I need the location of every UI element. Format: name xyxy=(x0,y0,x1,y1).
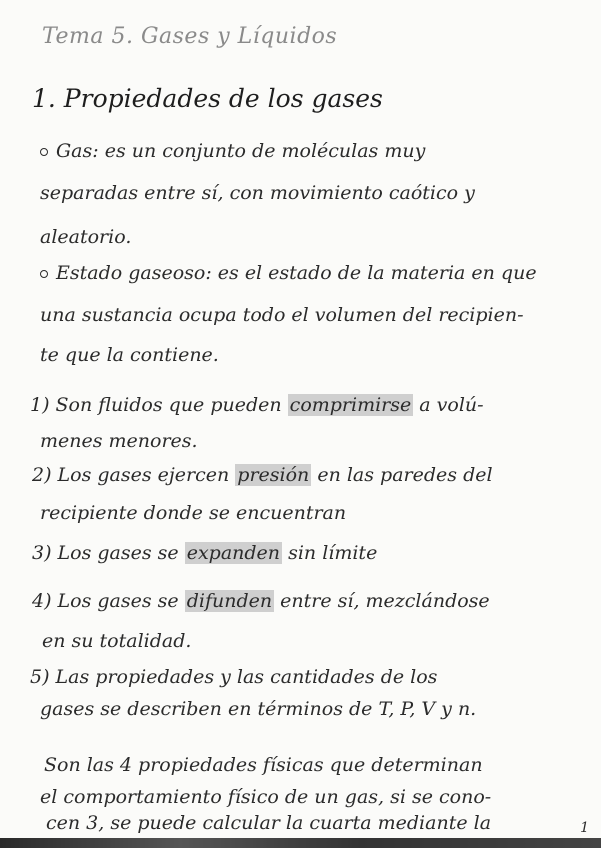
text-line: en su totalidad. xyxy=(42,630,192,652)
text-line: menes menores. xyxy=(40,430,198,452)
text-segment: a volú- xyxy=(413,394,484,416)
text-line: aleatorio. xyxy=(40,226,132,248)
bullet-icon xyxy=(40,148,48,156)
scan-edge xyxy=(0,838,601,848)
text-segment: entre sí, mezclándose xyxy=(274,590,490,612)
text-segment: 1) Son fluidos que pueden xyxy=(30,394,288,416)
text-line: Son las 4 propiedades físicas que determinan xyxy=(44,754,483,776)
text-segment: 3) Los gases se xyxy=(32,542,185,564)
page-title: Tema 5. Gases y Líquidos xyxy=(42,24,338,49)
section-heading: 1. Propiedades de los gases xyxy=(32,84,383,113)
list-item xyxy=(32,544,377,563)
list-item: 5) Las propiedades y las cantidades de los xyxy=(30,666,438,688)
page-number: 1 xyxy=(580,820,589,836)
list-item xyxy=(32,466,493,485)
highlighted-term: expanden xyxy=(186,542,281,564)
text-line: una sustancia ocupa todo el volumen del recipien- xyxy=(40,304,524,326)
text-segment: sin límite xyxy=(282,542,378,564)
text-segment: 4) Los gases se xyxy=(32,590,185,612)
highlighted-term: presión xyxy=(237,464,310,486)
text-line: Gas: es un conjunto de moléculas muy xyxy=(56,140,426,162)
bullet-icon xyxy=(40,270,48,278)
bullet-line xyxy=(40,142,425,161)
text-segment: en las paredes del xyxy=(311,464,493,486)
highlighted-term: comprimirse xyxy=(289,394,412,416)
text-line: te que la contiene. xyxy=(40,344,219,366)
text-line: separadas entre sí, con movimiento caótico y xyxy=(40,182,475,204)
bullet-line xyxy=(40,264,537,283)
text-segment: 2) Los gases ejercen xyxy=(32,464,236,486)
text-line: Estado gaseoso: es el estado de la materia en que xyxy=(56,262,537,284)
list-item xyxy=(30,396,484,415)
text-line: recipiente donde se encuentran xyxy=(40,502,347,524)
text-line: cen 3, se puede calcular la cuarta mediante la xyxy=(46,812,492,834)
text-line: el comportamiento físico de un gas, si se cono- xyxy=(40,786,492,808)
list-item xyxy=(32,592,490,611)
text-line: gases se describen en términos de T, P, V y n. xyxy=(40,698,477,720)
highlighted-term: difunden xyxy=(186,590,273,612)
